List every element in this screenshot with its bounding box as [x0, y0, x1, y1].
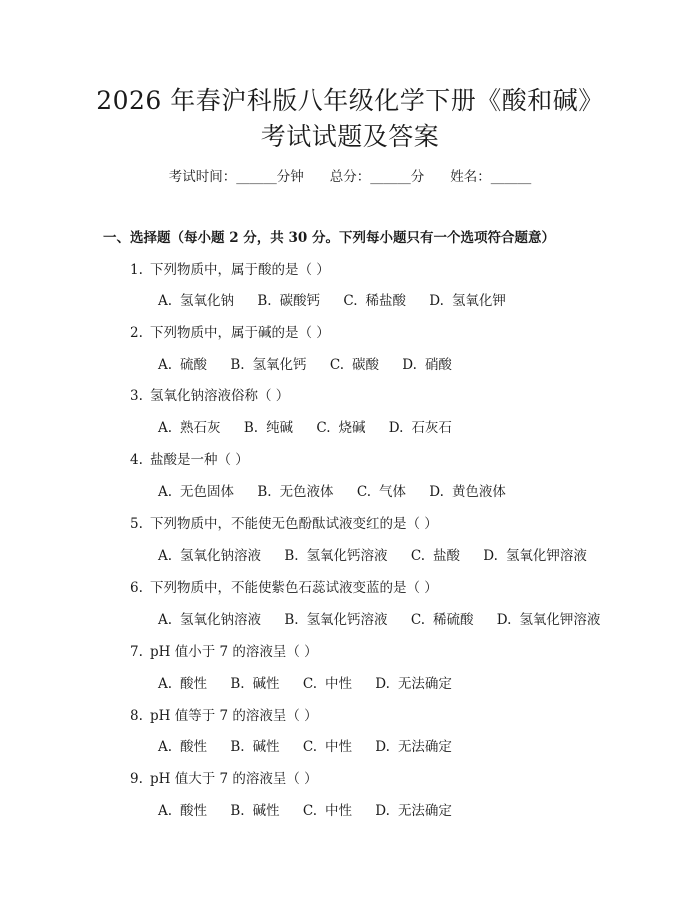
question-number: 3. — [130, 388, 143, 404]
question-stem: 下列物质中，不能使无色酚酞试液变红的是（ ） — [150, 516, 438, 532]
option-a: A. 酸性 — [158, 676, 208, 692]
question-number: 7. — [130, 644, 143, 660]
question-stem: 下列物质中，属于酸的是（ ） — [150, 262, 330, 278]
question-stem: 下列物质中，属于碱的是（ ） — [150, 325, 330, 341]
question-stem: 氢氧化钠溶液俗称（ ） — [150, 388, 290, 404]
option-b: B. 氢氧化钙溶液 — [284, 548, 388, 564]
option-d: D. 黄色液体 — [429, 484, 506, 500]
option-a: A. 氢氧化钠溶液 — [158, 612, 262, 628]
question-7-options — [158, 674, 471, 694]
question-number: 4. — [130, 452, 143, 468]
option-c: C. 烧碱 — [316, 420, 366, 436]
option-a: A. 氢氧化钠 — [158, 293, 235, 309]
option-c: C. 盐酸 — [410, 548, 460, 564]
question-1-options — [158, 291, 525, 311]
question-6 — [130, 578, 438, 598]
question-stem: pH 值小于 7 的溶液呈（ ） — [150, 644, 318, 660]
exam-meta — [0, 167, 700, 187]
question-3 — [130, 386, 289, 406]
option-a: A. 酸性 — [158, 739, 208, 755]
option-c: C. 中性 — [302, 803, 352, 819]
exam-time-field: 考试时间：______分钟 — [168, 169, 304, 185]
option-d: D. 石灰石 — [388, 420, 452, 436]
question-3-options — [158, 418, 471, 438]
question-number: 5. — [130, 516, 143, 532]
option-a: A. 熟石灰 — [158, 420, 221, 436]
option-b: B. 碱性 — [230, 803, 280, 819]
option-d: D. 无法确定 — [375, 739, 452, 755]
question-9-options — [158, 801, 471, 821]
question-4 — [130, 450, 249, 470]
question-number: 8. — [130, 708, 143, 724]
question-stem: pH 值等于 7 的溶液呈（ ） — [150, 708, 318, 724]
option-a: A. 酸性 — [158, 803, 208, 819]
question-6-options — [158, 610, 619, 630]
option-c: C. 碳酸 — [329, 357, 379, 373]
option-d: D. 氢氧化钾溶液 — [483, 548, 587, 564]
question-number: 9. — [130, 771, 143, 787]
option-b: B. 碱性 — [230, 739, 280, 755]
exam-title-line1: 2026 年春沪科版八年级化学下册《酸和碱》 — [96, 86, 604, 115]
option-a: A. 无色固体 — [158, 484, 235, 500]
option-b: B. 碱性 — [230, 676, 280, 692]
question-2-options — [158, 355, 471, 375]
question-number: 1. — [130, 262, 143, 278]
question-4-options — [158, 482, 525, 502]
question-number: 6. — [130, 580, 143, 596]
option-d: D. 氢氧化钾溶液 — [496, 612, 601, 628]
option-c: C. 稀盐酸 — [343, 293, 406, 309]
exam-title-line2: 考试试题及答案 — [260, 122, 440, 151]
section-heading: 一、选择题（每小题 2 分，共 30 分。下列每小题只有一个选项符合题意） — [103, 230, 555, 246]
option-a: A. 氢氧化钠溶液 — [158, 548, 262, 564]
option-b: B. 无色液体 — [257, 484, 334, 500]
question-5-options — [158, 546, 606, 566]
option-d: D. 无法确定 — [375, 803, 452, 819]
option-c: C. 中性 — [302, 739, 352, 755]
option-b: B. 纯碱 — [243, 420, 294, 436]
option-d: D. 硝酸 — [402, 357, 452, 373]
option-c: C. 稀硫酸 — [410, 612, 474, 628]
question-1 — [130, 260, 330, 280]
question-stem: pH 值大于 7 的溶液呈（ ） — [150, 771, 318, 787]
question-8 — [130, 706, 318, 726]
student-name-field: 姓名：______ — [450, 169, 532, 185]
option-c: C. 中性 — [302, 676, 352, 692]
option-b: B. 氢氧化钙溶液 — [284, 612, 388, 628]
option-c: C. 气体 — [356, 484, 406, 500]
question-stem: 盐酸是一种（ ） — [150, 452, 249, 468]
option-a: A. 硫酸 — [158, 357, 208, 373]
question-stem: 下列物质中，不能使紫色石蕊试液变蓝的是（ ） — [150, 580, 438, 596]
question-2 — [130, 323, 330, 343]
question-5 — [130, 514, 438, 534]
question-9 — [130, 769, 318, 789]
option-b: B. 碳酸钙 — [257, 293, 321, 309]
question-8-options — [158, 737, 471, 757]
option-d: D. 氢氧化钾 — [429, 293, 506, 309]
option-b: B. 氢氧化钙 — [230, 357, 307, 373]
question-7 — [130, 642, 318, 662]
option-d: D. 无法确定 — [375, 676, 452, 692]
total-score-field: 总分：______分 — [329, 169, 425, 185]
question-number: 2. — [130, 325, 143, 341]
